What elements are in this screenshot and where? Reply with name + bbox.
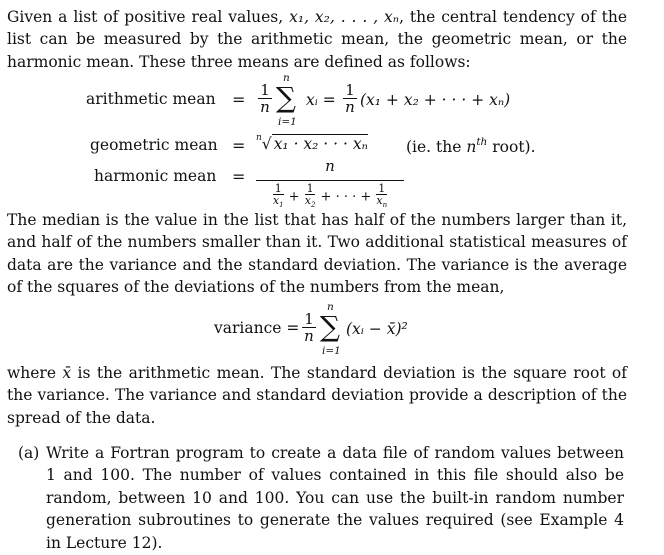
intro-math-list: x₁, x₂, . . . , xₙ: [289, 8, 400, 26]
geometric-note: [406, 136, 536, 156]
stddev-text-a: where: [7, 364, 63, 382]
item-a-tag: (a): [18, 444, 40, 462]
item-a-text: Write a Fortran program to create a data file of random values between 1 and 100. The number of values contained in this file should also be random, between 10 and 100. You can use the built-in random number generation subroutines to generate the values required (see Example 4 in Lecture 12).: [46, 444, 624, 552]
stddev-paragraph: [7, 362, 627, 429]
geometric-equals: =: [232, 136, 246, 155]
root-radicand: x₁ · x₂ · · · xₙ: [273, 135, 368, 153]
note-text-a: (ie. the: [406, 138, 467, 156]
intro-text-a: Given a list of positive real values,: [7, 8, 290, 26]
variance-sum-upper: n: [327, 301, 334, 313]
harmonic-numerator: n: [325, 157, 335, 175]
note-n: n: [466, 138, 477, 156]
recip-xn: $\frac{1}{x_n}$: [376, 182, 388, 210]
root-sign-icon: √: [261, 135, 272, 153]
harmonic-denominator: $\frac{1}{x_1}$ + $\frac{1}{x_2}$ + · · · + $\frac{1}{x_n}$: [256, 180, 404, 211]
variance-label: variance =: [214, 319, 300, 337]
variance-summation-icon: ∑: [320, 310, 340, 343]
frac-denominator: n: [302, 327, 316, 344]
intro-paragraph: [7, 6, 627, 73]
note-text-b: root).: [487, 138, 536, 156]
summation-icon: ∑: [276, 81, 296, 114]
arithmetic-equals: =: [232, 90, 246, 109]
frac-numerator: 1: [260, 81, 270, 99]
harmonic-mean-label: harmonic mean: [94, 167, 217, 185]
frac-numerator: 1: [304, 310, 314, 328]
recip-x1: $\frac{1}{x_1}$: [272, 182, 284, 210]
harmonic-fraction: [256, 158, 404, 211]
recip-x2: $\frac{1}{x_2}$: [304, 182, 316, 210]
variance-sum-lower: i=1: [322, 345, 341, 357]
stddev-xbar: x̄: [62, 364, 72, 382]
sum-lower-limit: i=1: [278, 116, 297, 128]
arithmetic-mean-label: arithmetic mean: [86, 90, 216, 108]
root-index: n: [256, 133, 262, 143]
exercise-item-a: [18, 442, 624, 554]
stddev-text-b: is the arithmetic mean. The standard deviation is the square root of the variance. The variance and standard deviation provide a description of the spread of the data.: [7, 364, 628, 427]
arithmetic-expanded: (x₁ + x₂ + · · · + xₙ): [360, 91, 511, 109]
arithmetic-xi: xᵢ =: [306, 91, 336, 109]
frac-denominator: n: [343, 98, 357, 115]
frac-numerator: 1: [345, 81, 355, 99]
geometric-mean-label: geometric mean: [90, 136, 218, 154]
variance-frac-1-n: [302, 311, 316, 344]
note-th: th: [476, 136, 488, 148]
sum-upper-limit: n: [283, 72, 290, 84]
arithmetic-frac-1-n: [258, 82, 272, 115]
median-paragraph: The median is the value in the list that has half of the numbers larger than it, and half of the numbers smaller than it. Two additional statistical measures of data are the variance and the standard deviation. The variance is the average of the squares of the deviations of the numbers from the mean,: [7, 211, 627, 297]
arithmetic-frac-1-n-2: [343, 82, 357, 115]
geometric-radical: [256, 135, 368, 153]
intro-text-b: , the central tendency of the list can be measured by the arithmetic mean, the geometric mean, or the harmonic mean. These three means are defined as follows:: [7, 8, 627, 71]
frac-denominator: n: [258, 98, 272, 115]
harmonic-equals: =: [232, 167, 246, 186]
variance-body: (xᵢ − x̄)²: [346, 320, 408, 338]
